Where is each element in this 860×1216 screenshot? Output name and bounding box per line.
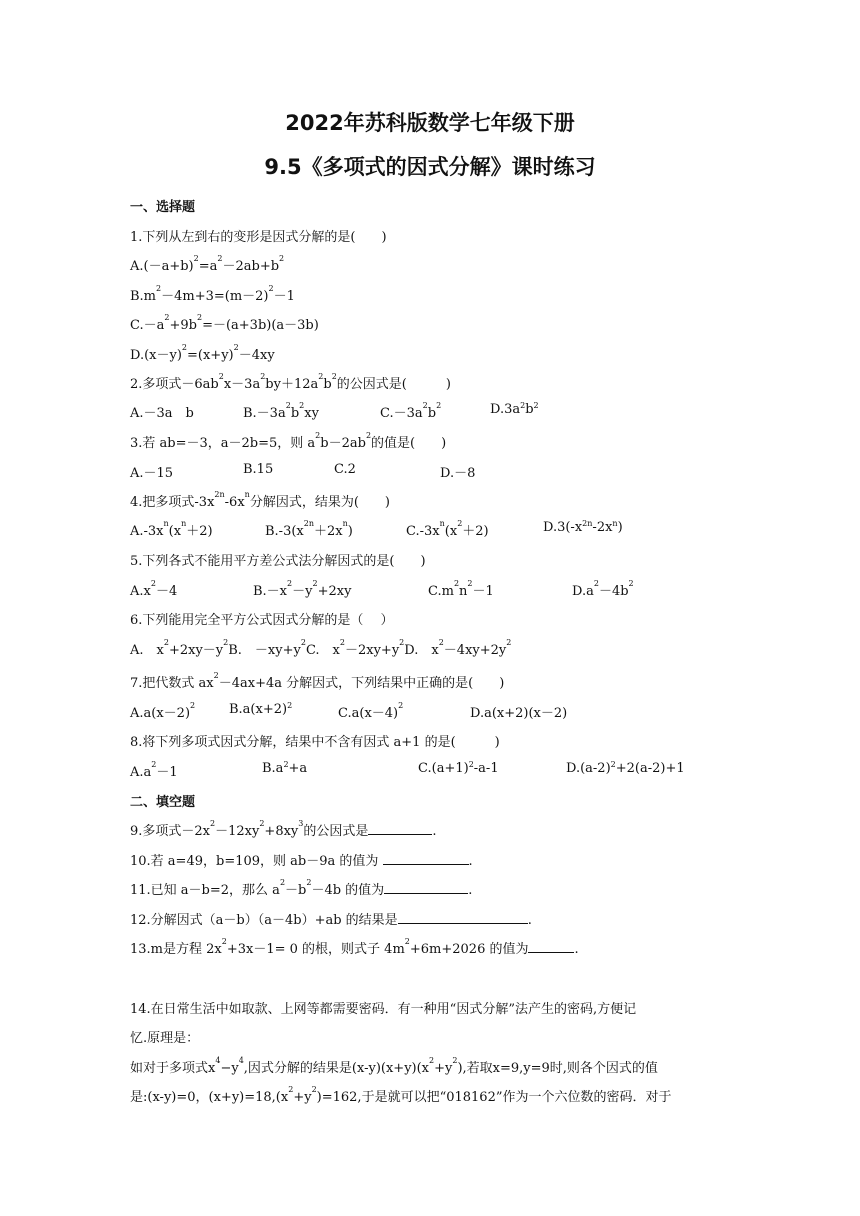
question-4-option-a: $A.-3x^n(x^n+2)$ — [130, 519, 213, 539]
answer-blank[interactable] — [528, 940, 574, 953]
question-2: 2.多项式$-6ab^2x-3a^2by+12a^2b^2$的公因式是( ) — [130, 372, 451, 392]
question-4-option-d: $D.3(-x^{2n}-2x^n)$ — [543, 519, 623, 535]
question-2-option-a: A.－3a b — [130, 406, 194, 421]
question-7-option-b: $B.a(x+2)^2$ — [229, 701, 293, 717]
section-heading-choice: 一、选择题 — [130, 200, 196, 215]
question-8-option-a: $A.a^2-1$ — [130, 760, 178, 780]
question-8-option-d: $D.(a-2)^2+2(a-2)+1$ — [566, 760, 685, 776]
question-2-option-d: $D.3a^2b^2$ — [490, 401, 539, 417]
question-8-option-c: $C.(a+1)^2-a-1$ — [418, 760, 499, 776]
question-1: 1.下列从左到右的变形是因式分解的是( ) — [130, 230, 387, 245]
question-13: 13.m是方程 $2x^2+3x-1= 0$ 的根，则式子 $4m^2+6m+2026$ 的值为 . — [130, 937, 579, 957]
question-5-option-d: $D.a^2-4b^2$ — [572, 579, 634, 599]
question-1-option-b: $B.m^2-4m+3=(m-2)^2-1$ — [130, 284, 295, 304]
question-4-option-b: $B.-3(x^{2n}+2x^n)$ — [265, 519, 353, 539]
question-3: 3.若 ab=－3，a－2b=5，则 $a^2b-2ab^2$的值是( ) — [130, 431, 447, 451]
question-4: 4.把多项式$-3x^{2n}-6x^n$分解因式，结果为( ) — [130, 490, 390, 510]
question-6: 6.下列能用完全平方公式因式分解的是（ ） — [130, 613, 394, 628]
question-4-option-c: $C.-3x^n(x^2+2)$ — [406, 519, 489, 539]
question-1-option-c: $C.-a^2+9b^2=-(a+3b)(a-3b)$ — [130, 313, 319, 333]
question-14-line-1: 14.在日常生活中如取款、上网等都需要密码．有一种用“因式分解”法产生的密码,方便记 — [130, 1002, 637, 1017]
document-subtitle: 9.5《多项式的因式分解》课时练习 — [264, 155, 596, 179]
question-7-option-d: D.a(x+2)(x－2) — [470, 706, 568, 721]
answer-blank[interactable] — [383, 852, 469, 865]
section-heading-fill-blank: 二、填空题 — [130, 795, 196, 810]
answer-blank[interactable] — [368, 822, 432, 835]
question-10: 10.若 a=49，b=109，则 ab－9a 的值为 . — [130, 854, 473, 869]
question-9: 9.多项式$-2x^2-12xy^2+8xy^3$的公因式是 . — [130, 819, 437, 839]
question-7: 7.把代数式 $ax^2-4ax+4a$ 分解因式，下列结果中正确的是( ) — [130, 671, 505, 691]
question-2-option-b: $B.-3a^2b^2xy$ — [243, 401, 319, 421]
document-title: 2022年苏科版数学七年级下册 — [285, 111, 575, 135]
question-14-line-4: 是:(x-y)=0，$(x+y)=18,(x^2+y^2)=162$,于是就可以把“018162”作为一个六位数的密码．对于 — [130, 1085, 672, 1105]
question-5-option-a: $A.x^2-4$ — [130, 579, 178, 599]
question-7-option-a: $A.a(x-2)^2$ — [130, 701, 196, 721]
answer-blank[interactable] — [384, 881, 468, 894]
question-8: 8.将下列多项式因式分解，结果中不含有因式 a+1 的是( ) — [130, 735, 500, 750]
question-5: 5.下列各式不能用平方差公式法分解因式的是( ) — [130, 554, 426, 569]
question-1-option-a: $A.(-a+b)^2=a^2-2ab+b^2$ — [130, 254, 285, 274]
question-2-option-c: $C.-3a^2b^2$ — [380, 401, 442, 421]
question-5-option-c: $C.m^2n^2-1$ — [428, 579, 494, 599]
question-12: 12.分解因式（a－b）（a－4b）+ab 的结果是 . — [130, 913, 532, 928]
question-6-options: A. $x^2+2xy-y^2B$. $-xy+y^2C$. $x^2-2xy+y^2D$. $x^2-4xy+2y^2$ — [130, 638, 512, 658]
question-14-line-3: 如对于多项式$x^4-y^4$,因式分解的结果是$(x-y)(x+y)(x^2+y^2)$,若取x=9,y=9时,则各个因式的值 — [130, 1056, 658, 1076]
question-3-option-c: C.2 — [334, 462, 356, 477]
answer-blank[interactable] — [398, 911, 528, 924]
question-14-line-2: 忆.原理是： — [130, 1031, 200, 1046]
question-8-option-b: $B.a^2+a$ — [262, 760, 308, 776]
question-7-option-c: $C.a(x-4)^2$ — [338, 701, 404, 721]
question-3-option-a: A.－15 — [130, 466, 174, 481]
question-5-option-b: $B.-x^2-y^2+2xy$ — [253, 579, 352, 599]
question-11: 11.已知 a－b=2，那么 $a^2-b^2-4b$ 的值为 . — [130, 878, 473, 898]
question-1-option-d: $D.(x-y)^2=(x+y)^2-4xy$ — [130, 343, 275, 363]
question-3-option-b: B.15 — [243, 462, 274, 477]
question-3-option-d: D.－8 — [440, 466, 476, 481]
